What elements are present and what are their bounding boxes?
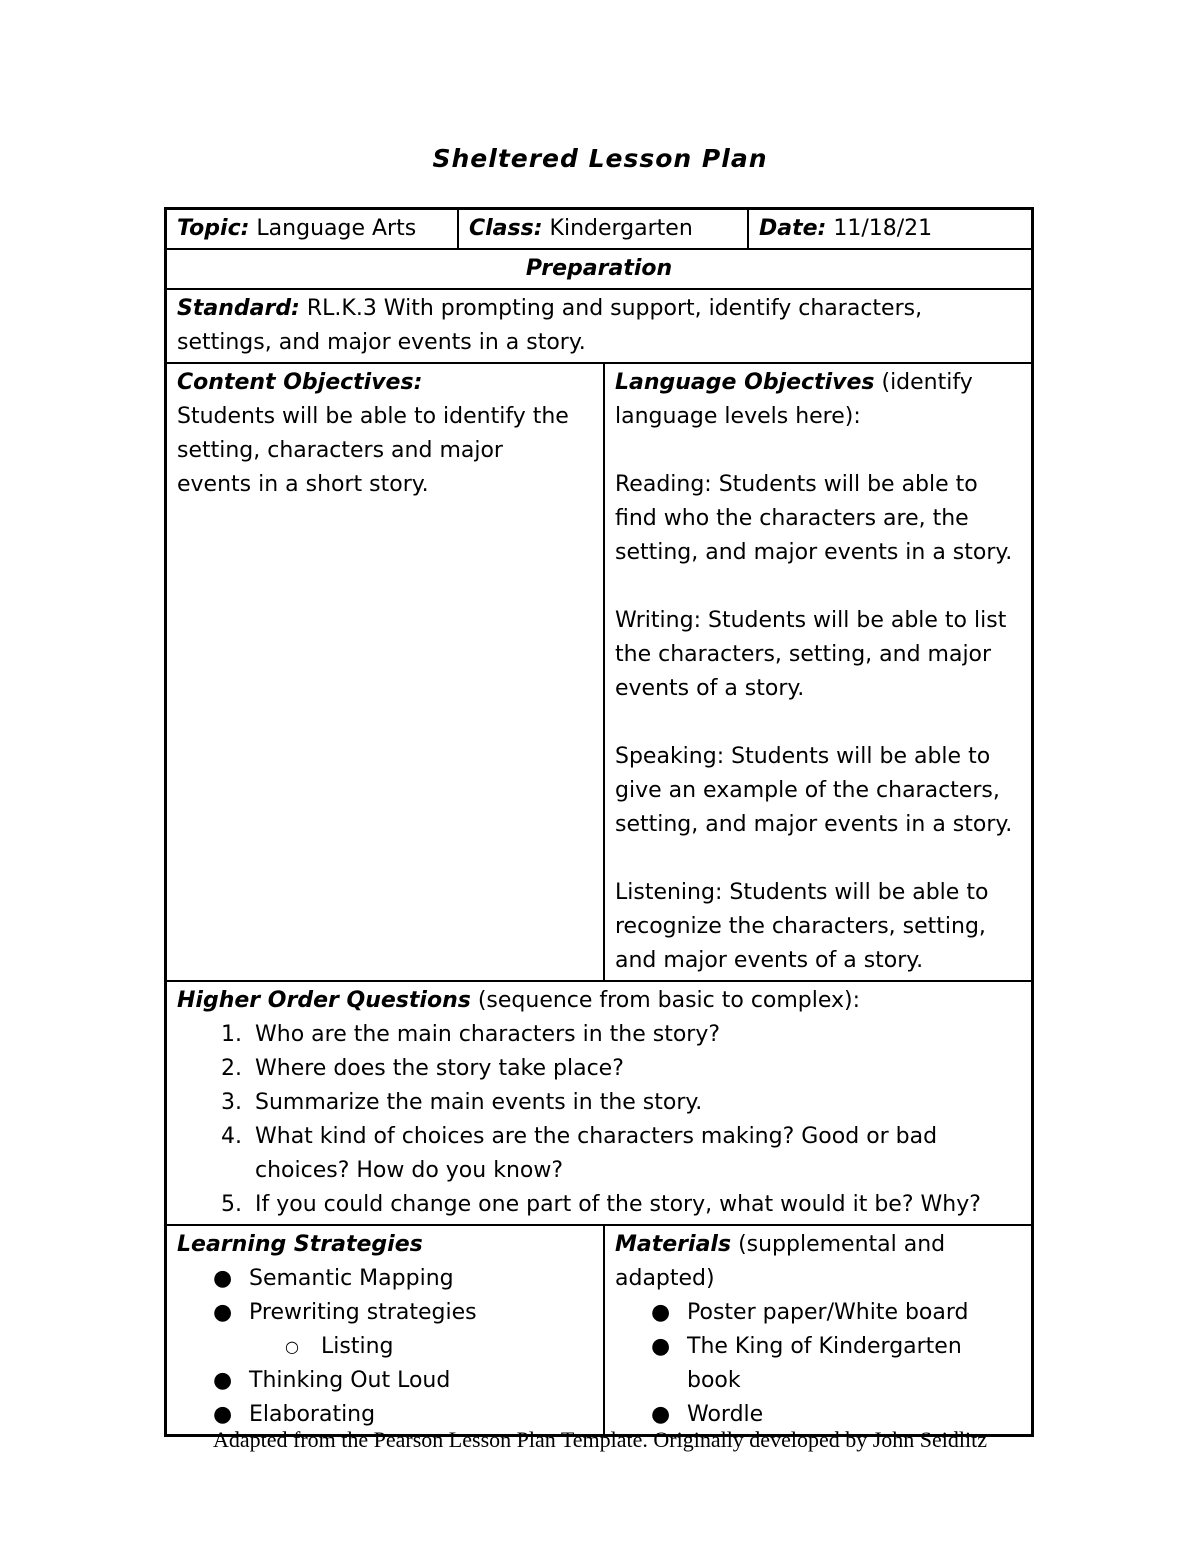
hollow-bullet-icon: ○ xyxy=(285,1337,299,1356)
standard-label: Standard: xyxy=(177,296,300,321)
list-item: ● Wordle xyxy=(687,1398,1021,1432)
bullet-icon: ● xyxy=(213,1266,233,1291)
standard-cell xyxy=(167,290,1031,362)
materials-note: (supplemental and adapted) xyxy=(615,1232,946,1291)
question-item: 5. If you could change one part of the story, what would it be? Why? xyxy=(249,1188,1021,1222)
class-value: Kindergarten xyxy=(549,216,693,241)
list-item: ○ Listing xyxy=(321,1330,593,1364)
list-item: ● Elaborating xyxy=(249,1398,593,1432)
reading-objective: Reading: Students will be able to find who the characters are, the setting, and major events in a story. xyxy=(615,472,1013,565)
standard-row xyxy=(167,288,1031,362)
class-label: Class: xyxy=(469,216,543,241)
language-objectives-cell xyxy=(603,364,1031,980)
bullet-icon: ● xyxy=(213,1402,233,1427)
topic-value: Language Arts xyxy=(256,216,417,241)
bullet-icon: ● xyxy=(213,1368,233,1393)
topic-label: Topic: xyxy=(177,216,250,241)
list-item: ● Thinking Out Loud xyxy=(249,1364,593,1398)
date-cell xyxy=(747,210,1031,248)
bullet-icon: ● xyxy=(651,1402,671,1427)
learning-strategies-label: Learning Strategies xyxy=(177,1232,423,1257)
bullet-icon: ● xyxy=(213,1300,233,1325)
sub-list xyxy=(249,1330,593,1364)
writing-objective: Writing: Students will be able to list the characters, setting, and major events of a story. xyxy=(615,608,1007,701)
page-title: Sheltered Lesson Plan xyxy=(432,144,768,173)
list-item: ● Prewriting strategies ○ Listing xyxy=(249,1296,593,1364)
preparation-heading: Preparation xyxy=(525,256,673,281)
header-row xyxy=(167,210,1031,248)
language-objectives-label: Language Objectives xyxy=(615,370,875,395)
higher-order-note: (sequence from basic to complex): xyxy=(477,988,861,1013)
question-item: 1. Who are the main characters in the story? xyxy=(249,1018,1021,1052)
listening-objective: Listening: Students will be able to recognize the characters, setting, and major events of a story. xyxy=(615,880,989,973)
preparation-cell xyxy=(167,250,1031,288)
bullet-icon: ● xyxy=(651,1300,671,1325)
language-objectives-note: (identify language levels here): xyxy=(615,370,973,429)
speaking-objective: Speaking: Students will be able to give an example of the characters, setting, and major events in a story. xyxy=(615,744,1013,837)
date-value: 11/18/21 xyxy=(833,216,933,241)
materials-label: Materials xyxy=(615,1232,732,1257)
list-item: ● Poster paper/White board xyxy=(687,1296,1021,1330)
higher-order-label: Higher Order Questions xyxy=(177,988,471,1013)
strategies-list xyxy=(177,1262,593,1432)
lesson-plan-table xyxy=(164,207,1034,1437)
list-item: ● Semantic Mapping xyxy=(249,1262,593,1296)
bullet-icon: ● xyxy=(651,1334,671,1359)
question-item: 4. What kind of choices are the characters making? Good or bad choices? How do you know? xyxy=(249,1120,1021,1188)
questions-list xyxy=(177,1018,1021,1222)
learning-strategies-cell xyxy=(167,1226,603,1434)
class-cell xyxy=(457,210,747,248)
date-label: Date: xyxy=(759,216,827,241)
list-item: ● The King of Kindergarten book xyxy=(687,1330,977,1398)
footer-note: Adapted from the Pearson Lesson Plan Template. Originally developed by John Seidlitz xyxy=(212,1427,987,1452)
higher-order-row xyxy=(167,980,1031,1224)
strategies-materials-row xyxy=(167,1224,1031,1434)
objectives-row xyxy=(167,362,1031,980)
content-objectives-text: Students will be able to identify the setting, characters and major events in a short story. xyxy=(177,404,569,497)
content-objectives-cell xyxy=(167,364,603,980)
question-item: 3. Summarize the main events in the story. xyxy=(249,1086,1021,1120)
topic-cell xyxy=(167,210,457,248)
standard-text: RL.K.3 With prompting and support, identify characters, settings, and major events in a story. xyxy=(177,296,923,355)
higher-order-cell xyxy=(167,982,1031,1224)
materials-list xyxy=(615,1296,1021,1432)
content-objectives-label: Content Objectives: xyxy=(177,370,423,395)
preparation-row xyxy=(167,248,1031,288)
question-item: 2. Where does the story take place? xyxy=(249,1052,1021,1086)
materials-cell xyxy=(603,1226,1031,1434)
